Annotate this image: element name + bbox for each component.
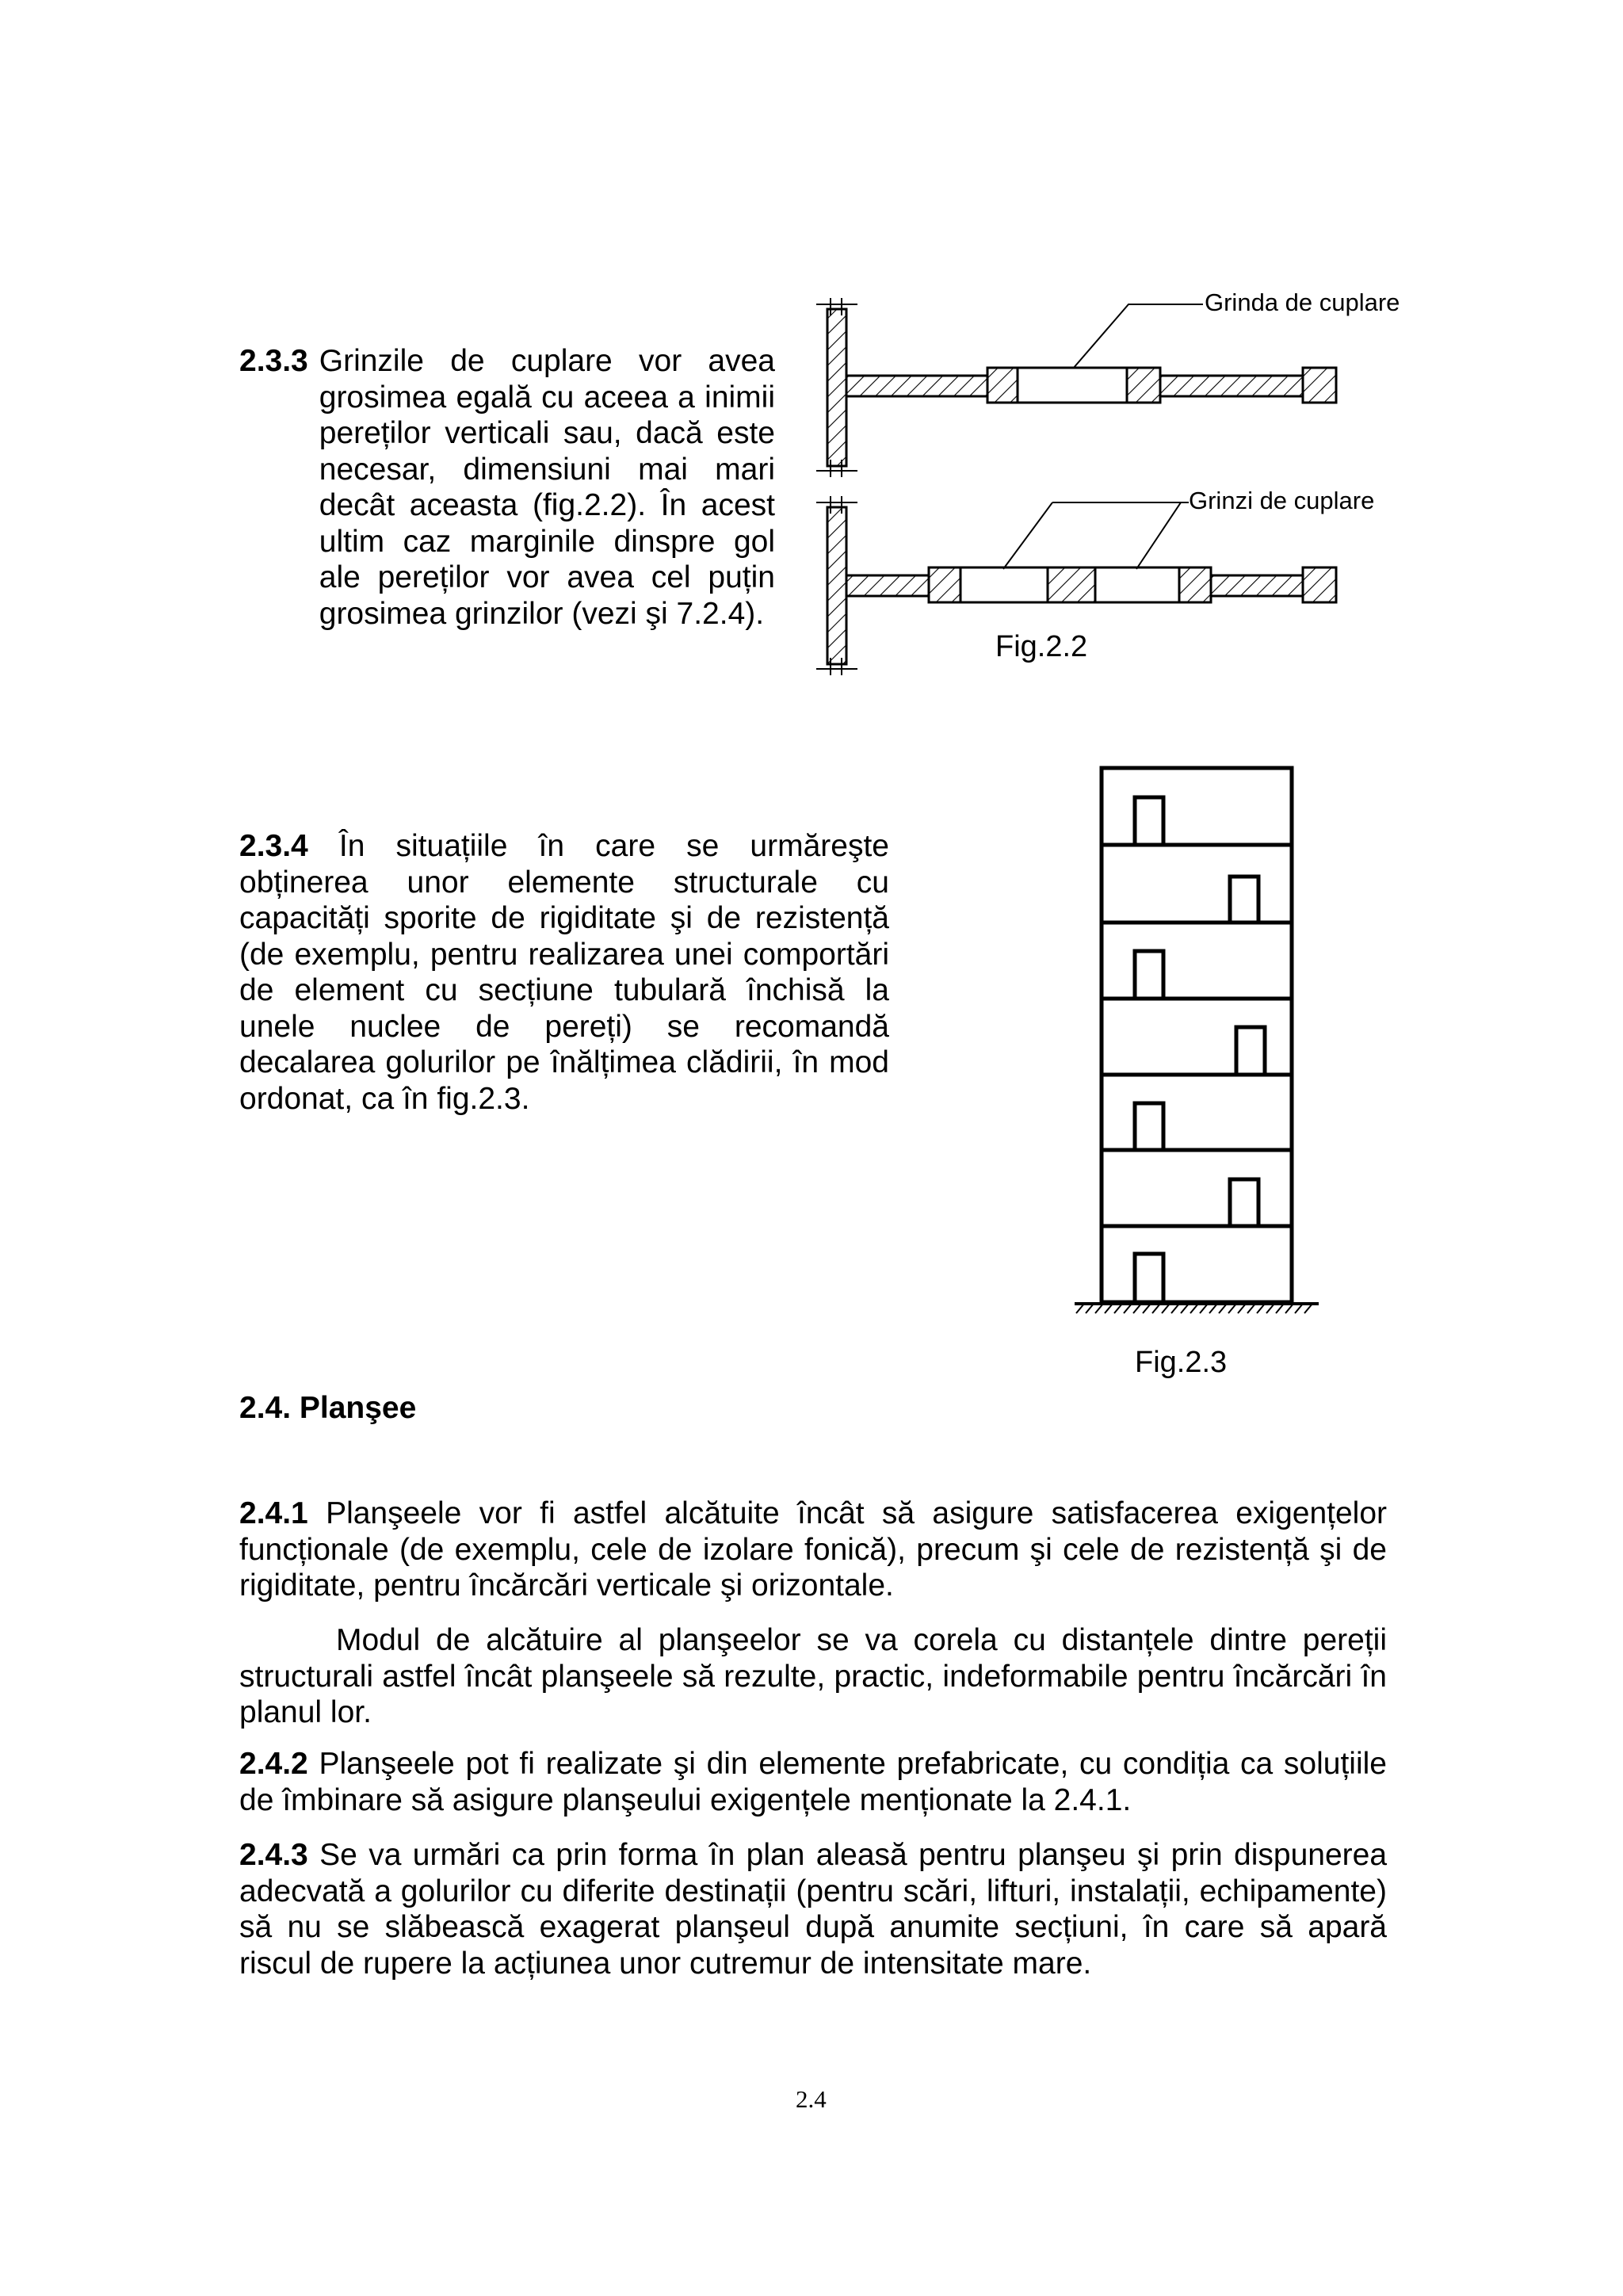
section-2-4-3 xyxy=(239,1837,1387,1981)
fig22-coupling-beam-top xyxy=(1018,368,1127,403)
section-2-3-4-text: În situațiile în care se urmăreşte obținerea unor elemente structurale cu capacități sporite de rigiditate şi de rezistență (de exemplu, pentru realizarea unei comportări de element cu secțiune tubulară închisă la unele nuclee de pereți) se recomandă decalarea golurilor pe înălțimea clădirii, în mod ordonat, ca în fig.2.3. xyxy=(239,829,889,1116)
section-2-3-4-number: 2.3.4 xyxy=(239,829,339,863)
section-2-4-heading: 2.4. Planşee xyxy=(239,1391,417,1425)
fig23-caption: Fig.2.3 xyxy=(1135,1346,1228,1379)
fig22-label-bottom: Grinzi de cuplare xyxy=(1189,487,1375,514)
section-2-4-3-text: Se va urmări ca prin forma în plan aleasă pentru planşeu şi prin dispunerea adecvată a golurilor cu diferite destinații (pentru scări, lifturi, instalații, echipamente) să nu se slăbească exagerat planşeul după anumite secțiuni, în care să apară riscul de rupere la acțiunea unor cutremur de intensitate mare. xyxy=(239,1838,1388,1981)
figure-2-2 xyxy=(816,288,1400,675)
fig22-top-flange xyxy=(846,368,1336,403)
section-2-4-1 xyxy=(239,1496,1387,1604)
section-2-4-3-number: 2.4.3 xyxy=(239,1838,320,1872)
section-2-4-2-number: 2.4.2 xyxy=(239,1747,319,1781)
section-2-3-3-number: 2.3.3 xyxy=(239,344,308,378)
section-2-3-4 xyxy=(239,828,889,1117)
section-2-4-1-number: 2.4.1 xyxy=(239,1496,327,1530)
section-2-3-3 xyxy=(239,343,775,632)
section-2-3-3-text: Grinzile de cuplare vor avea grosimea egală cu aceea a inimii pereților verticali sau, dacă este necesar, dimensiuni mai mari decât aceasta (fig.2.2). În acest ultim caz marginile dinspre gol ale pereților vor avea cel puțin grosimea grinzilor (vezi şi 7.2.4). xyxy=(319,344,775,631)
fig22-caption: Fig.2.2 xyxy=(995,630,1088,663)
fig22-coupling-beam-2 xyxy=(1095,567,1179,602)
section-2-4-2 xyxy=(239,1746,1387,1818)
section-2-4-2-text: Planşeele pot fi realizate şi din elemente prefabricate, cu condiția ca soluțiile de îmbinare să asigure planşeului exigențele menționate la 2.4.1. xyxy=(239,1747,1387,1817)
page-number: 2.4 xyxy=(796,2085,827,2113)
figure-2-3 xyxy=(1075,768,1319,1379)
fig22-leader-top xyxy=(1073,304,1203,369)
fig22-label-top: Grinda de cuplare xyxy=(1205,288,1400,316)
section-2-4-1-continued: Modul de alcătuire al planşeelor se va corela cu distanțele dintre pereții structurali astfel încât planşeele să rezulte, practic, indeformabile pentru încărcări în planul lor. xyxy=(239,1623,1387,1729)
fig22-coupling-beam-1 xyxy=(960,567,1048,602)
section-2-4-1-text: Planşeele vor fi astfel alcătuite încât să asigure satisfacerea exigențelor funcționale (de exemplu, cele de izolare fonică), precum şi cele de rezistență şi de rigiditate, pentru încărcări verticale şi orizontale. xyxy=(239,1496,1388,1603)
fig22-bottom-flange xyxy=(846,567,1336,602)
